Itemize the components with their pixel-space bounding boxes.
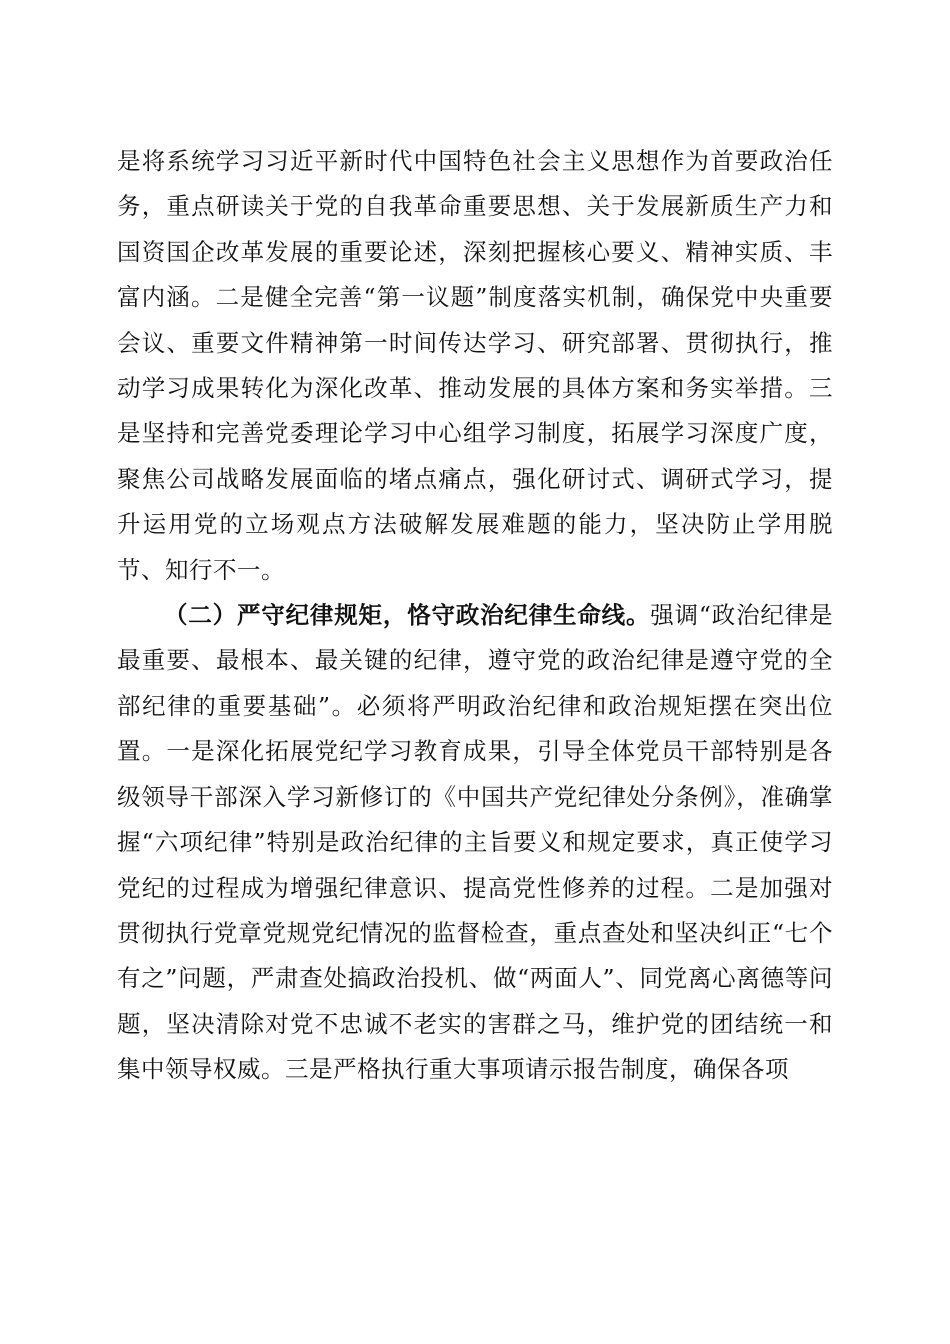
- paragraph-2-text: 强调“政治纪律是最重要、最根本、最关键的纪律，遵守党的政治纪律是遵守党的全部纪律的重要基础”。必须将严明政治纪律和政治规矩摆在突出位置。一是深化拓展党纪学习教育成果，引导全体党员干部特别是各级领导干部深入学习新修订的《中国共产党纪律处分条例》，准确掌握“六项纪律”特别是政治纪律的主旨要义和规定要求，真正使学习党纪的过程成为增强纪律意识、提高党性修养的过程。二是加强对贯彻执行党章党规党纪情况的监督检查，重点查处和坚决纠正“七个有之”问题，严肃查处搞政治投机、做“两面人”、同党离心离德等问题，坚决清除对党不忠诚不老实的害群之马，维护党的团结统一和集中领导权威。三是严格执行重大事项请示报告制度，确保各项: [117, 601, 834, 1084]
- paragraph-section-2: [117, 593, 833, 1092]
- section-heading: （二）严守纪律规矩，恪守政治纪律生命线。: [164, 601, 651, 630]
- document-body: [117, 139, 833, 1093]
- paragraph-continued: [117, 139, 833, 593]
- paragraph-1-text: 是将系统学习习近平新时代中国特色社会主义思想作为首要政治任务，重点研读关于党的自我革命重要思想、关于发展新质生产力和国资国企改革发展的重要论述，深刻把握核心要义、精神实质、丰富内涵。二是健全完善“第一议题”制度落实机制，确保党中央重要会议、重要文件精神第一时间传达学习、研究部署、贯彻执行，推动学习成果转化为深化改革、推动发展的具体方案和务实举措。三是坚持和完善党委理论学习中心组学习制度，拓展学习深度广度，聚焦公司战略发展面临的堵点痛点，强化研讨式、调研式学习，提升运用党的立场观点方法破解发展难题的能力，坚决防止学用脱节、知行不一。: [117, 147, 833, 584]
